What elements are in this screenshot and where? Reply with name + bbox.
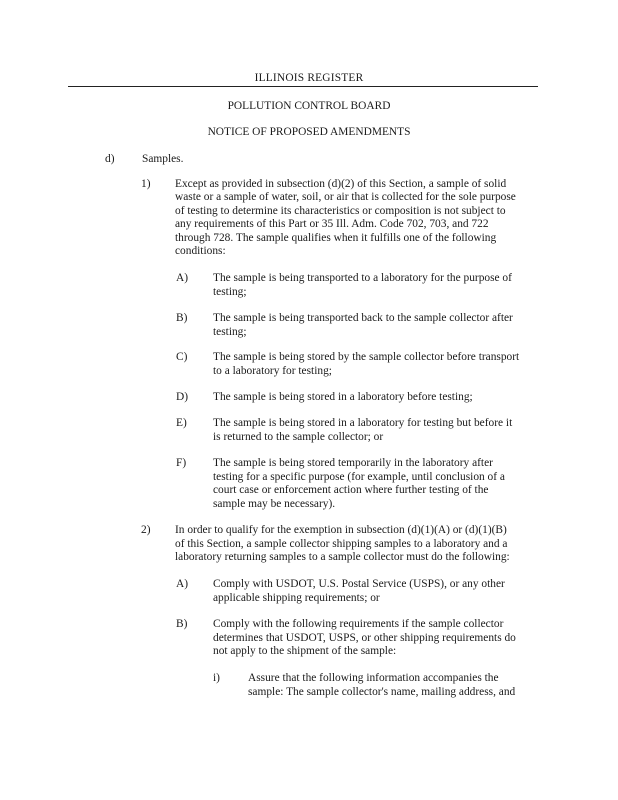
sub-line: The sample is being stored temporarily in the laboratory after (213, 457, 493, 469)
sub-line: not apply to the shipment of the sample: (213, 645, 397, 657)
sub-line: The sample is being transported to a laboratory for the purpose of (213, 272, 512, 284)
subsub-label: i) (213, 672, 220, 684)
item1-line: waste or a sample of water, soil, or air that is collected for the sole purpose (175, 191, 516, 203)
sub-line: sample may be necessary). (213, 498, 336, 510)
sub-label: A) (176, 272, 189, 284)
sub-line: to a laboratory for testing; (213, 365, 332, 377)
sub-label: B) (176, 618, 188, 630)
item1-line: any requirements of this Part or 35 Ill. Adm. Code 702, 703, and 722 (175, 218, 489, 230)
notice-title: NOTICE OF PROPOSED AMENDMENTS (207, 126, 411, 138)
sub-line: Comply with USDOT, U.S. Postal Service (USPS), or any other (213, 578, 505, 590)
sub-line: is returned to the sample collector; or (213, 431, 384, 443)
sub-line: Comply with the following requirements if the sample collector (213, 618, 504, 630)
item2-line: In order to qualify for the exemption in subsection (d)(1)(A) or (d)(1)(B) (175, 524, 507, 536)
item2-line: laboratory returning samples to a sample collector must do the following: (175, 551, 510, 563)
header-rule (68, 86, 538, 87)
sub-line: applicable shipping requirements; or (213, 592, 380, 604)
register-title: ILLINOIS REGISTER (254, 72, 364, 84)
sub-label: C) (176, 351, 188, 363)
sub-line: determines that USDOT, USPS, or other shipping requirements do (213, 632, 516, 644)
sub-label: A) (176, 578, 189, 590)
sub-line: testing; (213, 286, 247, 298)
sub-label: D) (176, 391, 189, 403)
item1-line: through 728. The sample qualifies when it fulfills one of the following (175, 232, 497, 244)
item1-line: of testing to determine its characteristics or composition is not subject to (175, 205, 506, 217)
subsub-line: sample: The sample collector's name, mailing address, and (248, 686, 516, 698)
subsub-line: Assure that the following information accompanies the (248, 672, 499, 684)
item2-line: of this Section, a sample collector shipping samples to a laboratory and a (175, 538, 508, 550)
item1-line: Except as provided in subsection (d)(2) of this Section, a sample of solid (175, 178, 507, 190)
section-title: Samples. (142, 153, 184, 165)
item1-line: conditions: (175, 245, 226, 257)
sub-label: E) (176, 417, 187, 429)
sub-line: testing; (213, 326, 247, 338)
sub-line: The sample is being stored by the sample collector before transport (213, 351, 520, 363)
sub-line: The sample is being stored in a laboratory for testing but before it (213, 417, 513, 429)
sub-label: F) (176, 457, 187, 469)
board-title: POLLUTION CONTROL BOARD (227, 100, 391, 112)
item2-label: 2) (141, 524, 151, 536)
item1-label: 1) (141, 178, 151, 190)
section-label: d) (105, 153, 115, 165)
sub-line: testing for a specific purpose (for example, until conclusion of a (213, 471, 505, 483)
sub-label: B) (176, 312, 188, 324)
sub-line: The sample is being transported back to the sample collector after (213, 312, 513, 324)
sub-line: court case or enforcement action where further testing of the (213, 484, 489, 496)
sub-line: The sample is being stored in a laboratory before testing; (213, 391, 473, 403)
